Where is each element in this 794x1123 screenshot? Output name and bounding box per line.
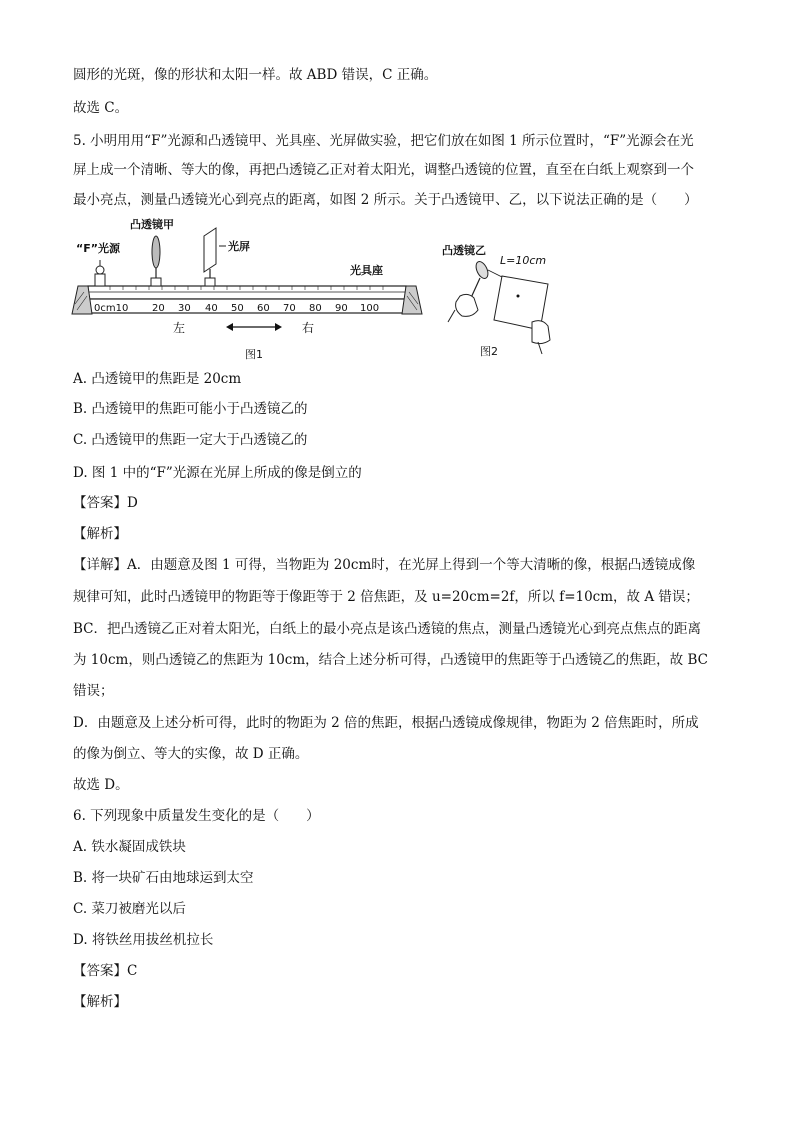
answer-label: 【答案】D — [73, 495, 138, 511]
detail-line: D．由题意及上述分析可得，此时的物距为 2 倍的焦距，根据凸透镜成像规律，物距为 2 倍焦距时，所成 — [73, 715, 699, 731]
convex-lens-jia — [151, 236, 161, 286]
tick-label: 70 — [283, 303, 296, 314]
figure-1-caption: 图1 — [245, 348, 263, 361]
question-6-stem: 6. 下列现象中质量发生变化的是（ ） — [73, 808, 320, 824]
detail-line: 【详解】A．由题意及图 1 可得，当物距为 20cm时，在光屏上得到一个等大清晰的像，根据凸透镜成像 — [73, 557, 696, 573]
text-line: 屏上成一个清晰、等大的像，再把凸透镜乙正对着太阳光，调整凸透镜的位置，直至在白纸上观察到一个 — [73, 162, 694, 178]
option-d: D. 图 1 中的“F”光源在光屏上所成的像是倒立的 — [73, 465, 362, 481]
light-screen — [204, 228, 226, 286]
tick-label: 90 — [335, 303, 348, 314]
tick-label: 50 — [231, 303, 244, 314]
figure-2-sunlight-focus — [442, 243, 550, 358]
option-b: B. 将一块矿石由地球运到太空 — [73, 870, 254, 886]
lens-yi-label: 凸透镜乙 — [442, 244, 486, 257]
detail-line: 错误； — [73, 683, 114, 699]
text-line: 最小亮点，测量凸透镜光心到亮点的距离，如图 2 所示。关于凸透镜甲、乙，以下说法正确的是（ ） — [73, 192, 698, 208]
option-c: C. 菜刀被磨光以后 — [73, 901, 186, 917]
tick-label: 40 — [205, 303, 218, 314]
detail-line: BC．把凸透镜乙正对着太阳光，白纸上的最小亮点是该凸透镜的焦点，测量凸透镜光心到亮点焦点的距离 — [73, 621, 701, 637]
tick-label: 30 — [178, 303, 191, 314]
figure-2-caption: 图2 — [480, 345, 498, 358]
question-5-stem: 5. 小明用用“F”光源和凸透镜甲、光具座、光屏做实验，把它们放在如图 1 所示位置时，“F”光源会在光 — [73, 133, 694, 149]
figure-1-optical-bench — [72, 217, 422, 361]
tick-label: 20 — [152, 303, 165, 314]
distance-label: L=10cm — [500, 254, 547, 267]
text-line: 故选 D。 — [73, 777, 129, 793]
option-a: A. 凸透镜甲的焦距是 20cm — [73, 371, 242, 387]
tick-label: 60 — [257, 303, 270, 314]
double-arrow — [226, 323, 282, 331]
answer-label: 【答案】C — [73, 963, 138, 979]
option-b: B. 凸透镜甲的焦距可能小于凸透镜乙的 — [73, 401, 308, 417]
f-light-source — [95, 260, 105, 286]
analysis-label: 【解析】 — [73, 994, 127, 1010]
text-line: 圆形的光斑，像的形状和太阳一样。故 ABD 错误，C 正确。 — [73, 67, 438, 83]
option-c: C. 凸透镜甲的焦距一定大于凸透镜乙的 — [73, 432, 308, 448]
tick-label: 80 — [309, 303, 322, 314]
right-label: 右 — [302, 321, 315, 335]
analysis-label: 【解析】 — [73, 526, 127, 542]
left-label: 左 — [173, 321, 186, 335]
detail-line: 规律可知，此时凸透镜甲的物距等于像距等于 2 倍焦距，及 u=20cm=2f，所以 f=10cm，故 A 错误； — [73, 589, 699, 605]
figure-area — [70, 214, 570, 364]
bench-label: 光具座 — [350, 264, 383, 277]
tick-label: 0cm10 — [94, 303, 129, 314]
screen-label: 光屏 — [228, 240, 250, 253]
text-line: 故选 C。 — [73, 100, 129, 116]
tick-label: 100 — [360, 303, 380, 314]
detail-line: 为 10cm，则凸透镜乙的焦距为 10cm，结合上述分析可得，凸透镜甲的焦距等于凸透镜乙的焦距，故 BC — [73, 652, 708, 668]
option-a: A. 铁水凝固成铁块 — [73, 839, 186, 855]
lens-jia-label: 凸透镜甲 — [130, 218, 174, 231]
detail-line: 的像为倒立、等大的实像，故 D 正确。 — [73, 746, 309, 762]
source-label: “F”光源 — [76, 242, 120, 255]
option-d: D. 将铁丝用拔丝机拉长 — [73, 932, 214, 948]
